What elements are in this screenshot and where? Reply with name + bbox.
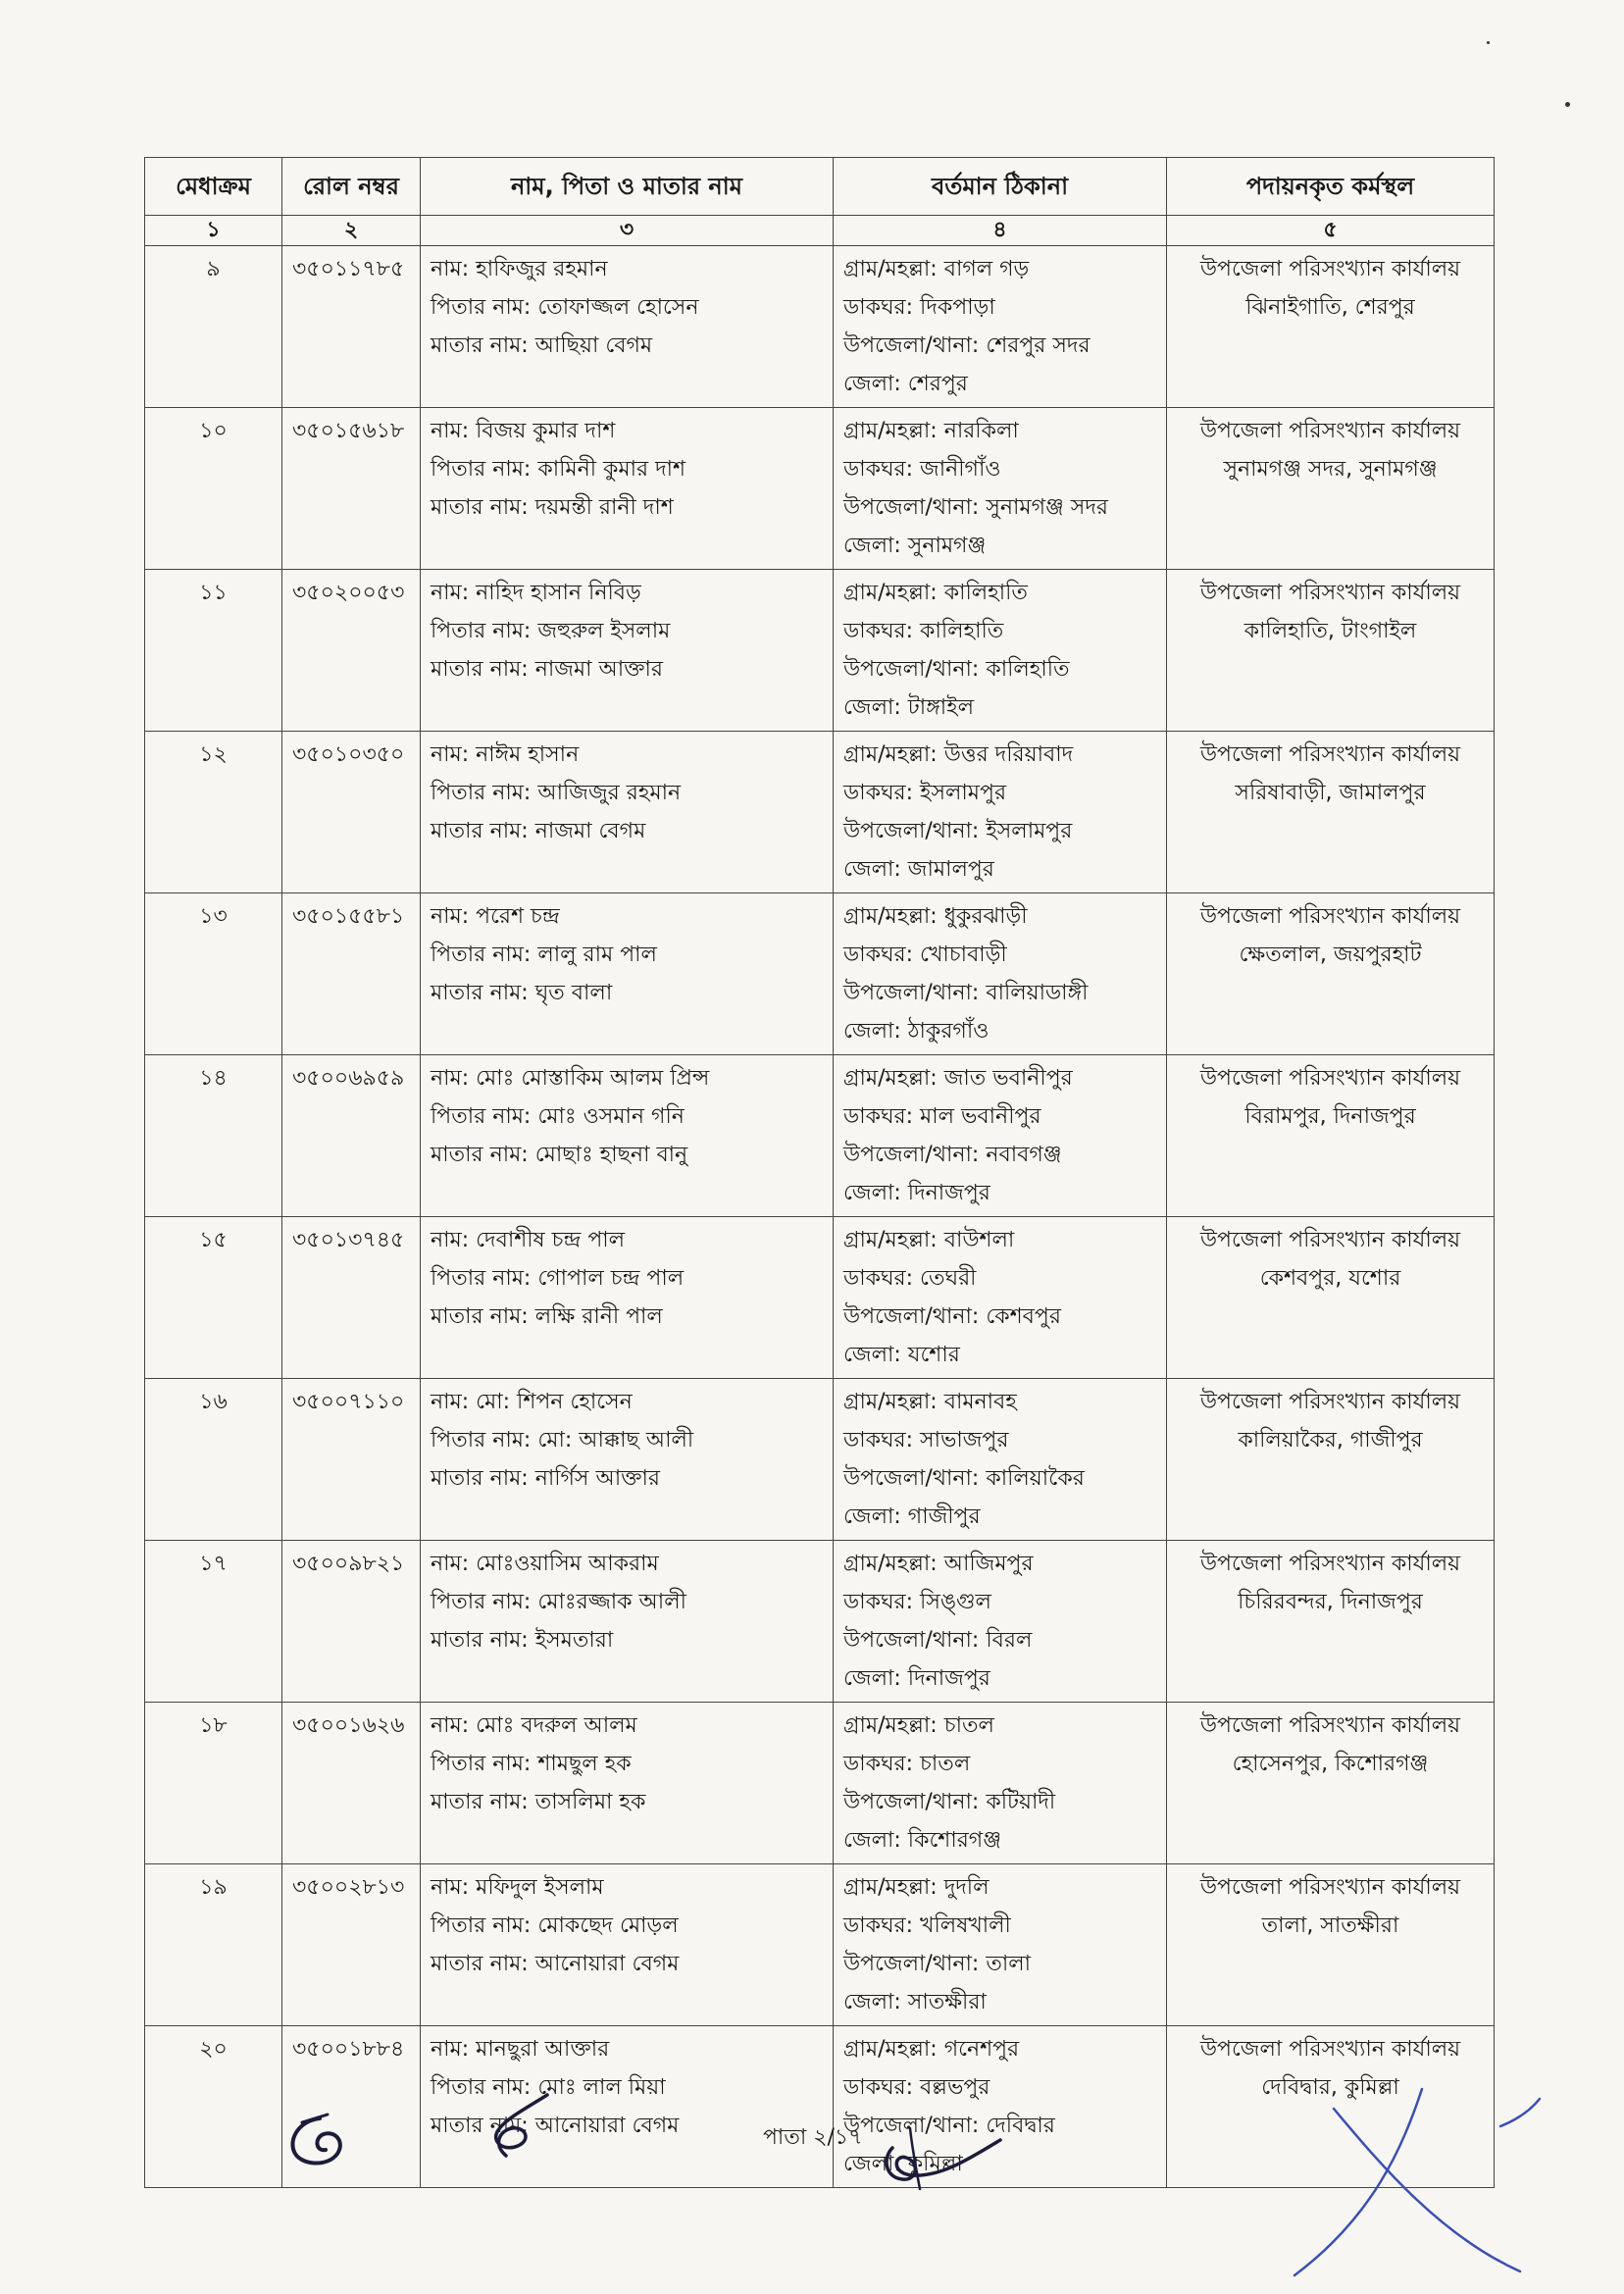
address-district: জেলা: সাতক্ষীরা [843,1990,987,2014]
workplace-office: উপজেলা পরিসংখ্যান কার্যালয় [1199,904,1461,929]
workplace-location: বিরামপুর, দিনাজপুর [1244,1104,1416,1129]
candidate-name: নাম: মোঃওয়াসিম আকরাম [431,1552,659,1576]
mother-name: মাতার নাম: তাসলিমা হক [431,1790,646,1814]
serial-cell [145,1055,282,1217]
father-name: পিতার নাম: লালু রাম পাল [431,943,657,967]
candidate-name: নাম: মো: শিপন হোসেন [431,1390,633,1414]
address-village: গ্রাম/মহল্লা: গনেশপুর [843,2037,1020,2062]
serial-number: ১৩ [199,904,228,929]
address-cell [834,732,1167,893]
address-upazila: উপজেলা/থানা: কেশবপুর [843,1304,1061,1329]
address-village: গ্রাম/মহল্লা: উত্তর দরিয়াবাদ [843,742,1074,767]
workplace-location: হোসেনপুর, কিশোরগঞ্জ [1232,1752,1429,1776]
candidate-name: নাম: নাহিদ হাসান নিবিড় [431,581,641,605]
table-body [145,246,1495,2188]
address-cell [834,1055,1167,1217]
address-upazila: উপজেলা/থানা: শেরপুর সদর [843,333,1091,358]
roll-cell [282,1703,421,1864]
workplace-cell [1167,1379,1495,1541]
roll-number: ৩৫০০৭১১০ [292,1390,405,1414]
address-district: জেলা: যশোর [843,1343,960,1367]
roll-number: ৩৫০১৫৬১৮ [292,419,405,443]
address-village: গ্রাম/মহল্লা: নারকিলা [843,419,1019,443]
address-village: গ্রাম/মহল্লা: আজিমপুর [843,1552,1034,1576]
address-district: জেলা: দিনাজপুর [843,1666,990,1691]
workplace-office: উপজেলা পরিসংখ্যান কার্যালয় [1199,742,1461,767]
workplace-location: সরিষাবাড়ী, জামালপুর [1235,781,1426,805]
workplace-location: ঝিনাইগাতি, শেরপুর [1245,295,1415,320]
address-upazila: উপজেলা/থানা: তালা [843,1952,1031,1976]
candidate-name: নাম: মফিদুল ইসলাম [431,1875,604,1900]
column-number: ১ [145,216,282,246]
candidate-name: নাম: দেবাশীষ চন্দ্র পাল [431,1228,626,1252]
workplace-cell [1167,1541,1495,1703]
address-district: জেলা: দিনাজপুর [843,1181,990,1205]
father-name: পিতার নাম: তোফাজ্জল হোসেন [431,295,699,320]
table-row [145,1864,1495,2026]
names-cell [421,246,834,408]
address-village: গ্রাম/মহল্লা: বামনাবহ [843,1390,1017,1414]
roll-number: ৩৫০১১৭৮৫ [292,257,405,281]
roll-cell [282,1864,421,2026]
workplace-cell [1167,893,1495,1055]
candidate-name: নাম: মোঃ বদরুল আলম [431,1713,637,1738]
address-post: ডাকঘর: তেঘরী [843,1266,977,1291]
address-post: ডাকঘর: সাভাজপুর [843,1428,1009,1453]
table-row [145,570,1495,732]
serial-number: ১৮ [199,1713,228,1738]
father-name: পিতার নাম: মোকছেদ মোড়ল [431,1913,679,1938]
roll-cell [282,1217,421,1379]
address-district: জেলা: কিশোরগঞ্জ [843,1828,1002,1853]
father-name: পিতার নাম: জহুরুল ইসলাম [431,619,671,643]
address-cell [834,1217,1167,1379]
address-upazila: উপজেলা/থানা: বিরল [843,1628,1033,1653]
address-upazila: উপজেলা/থানা: ইসলামপুর [843,819,1073,843]
address-upazila: উপজেলা/থানা: সুনামগঞ্জ সদর [843,495,1108,520]
address-district: জেলা: জামালপুর [843,857,994,882]
address-post: ডাকঘর: চাতল [843,1752,971,1776]
roll-cell [282,570,421,732]
address-district: জেলা: টাঙ্গাইল [843,695,974,720]
workplace-cell [1167,570,1495,732]
serial-cell [145,2026,282,2188]
workplace-cell [1167,1703,1495,1864]
workplace-location: তালা, সাতক্ষীরা [1261,1913,1399,1938]
workplace-office: উপজেলা পরিসংখ্যান কার্যালয় [1199,257,1461,281]
workplace-office: উপজেলা পরিসংখ্যান কার্যালয় [1199,1875,1461,1900]
page-number: পাতা ২/১৭ [763,2125,863,2150]
address-cell [834,893,1167,1055]
address-village: গ্রাম/মহল্লা: বাউশলা [843,1228,1015,1252]
address-district: জেলা: গাজীপুর [843,1504,981,1529]
serial-number: ১১ [199,581,228,605]
workplace-office: উপজেলা পরিসংখ্যান কার্যালয় [1199,419,1461,443]
table-row [145,1055,1495,1217]
table-row [145,408,1495,570]
column-number: ৫ [1167,216,1495,246]
table-row [145,732,1495,893]
mother-name: মাতার নাম: আনোয়ারা বেগম [431,1952,680,1976]
roll-cell [282,1055,421,1217]
address-cell [834,1541,1167,1703]
names-cell [421,1217,834,1379]
names-cell [421,408,834,570]
father-name: পিতার নাম: মো: আক্কাছ আলী [431,1428,694,1453]
column-number: ২ [282,216,421,246]
address-cell [834,570,1167,732]
mother-name: মাতার নাম: আনোয়ারা বেগম [431,2114,680,2138]
header-row [145,158,1495,216]
address-district: জেলা: কুমিল্লা [843,2152,963,2176]
workplace-office: উপজেলা পরিসংখ্যান কার্যালয় [1199,581,1461,605]
address-district: জেলা: শেরপুর [843,372,968,396]
father-name: পিতার নাম: গোপাল চন্দ্র পাল [431,1266,685,1291]
address-cell [834,1379,1167,1541]
header-address: বর্তমান ঠিকানা [834,158,1167,216]
table-row [145,1217,1495,1379]
workplace-location: চিরিরবন্দর, দিনাজপুর [1238,1590,1423,1614]
serial-number: ১৭ [199,1552,228,1576]
candidate-name: নাম: পরেশ চন্দ্র [431,904,560,929]
mother-name: মাতার নাম: নাজমা আক্তার [431,657,664,682]
serial-cell [145,1217,282,1379]
address-post: ডাকঘর: কালিহাতি [843,619,1004,643]
workplace-location: কালিহাতি, টাংগাইল [1243,619,1417,643]
serial-cell [145,1541,282,1703]
serial-number: ১০ [199,419,228,443]
mother-name: মাতার নাম: দয়মন্তী রানী দাশ [431,495,674,520]
roll-number: ৩৫০২০০৫৩ [292,581,405,605]
workplace-cell [1167,1217,1495,1379]
address-district: জেলা: ঠাকুরগাঁও [843,1019,990,1044]
address-upazila: উপজেলা/থানা: নবাবগঞ্জ [843,1143,1062,1167]
workplace-cell [1167,408,1495,570]
address-post: ডাকঘর: বল্লভপুর [843,2075,990,2100]
serial-cell [145,408,282,570]
names-cell [421,570,834,732]
header-roll: রোল নম্বর [282,158,421,216]
roll-number: ৩৫০০১৬২৬ [292,1713,405,1738]
workplace-office: উপজেলা পরিসংখ্যান কার্যালয় [1199,1713,1461,1738]
address-post: ডাকঘর: দিকপাড়া [843,295,995,320]
names-cell [421,732,834,893]
table-row [145,1541,1495,1703]
roll-number: ৩৫০০৬৯৫৯ [292,1066,405,1091]
address-village: গ্রাম/মহল্লা: ধুকুরঝাড়ী [843,904,1028,929]
workplace-cell [1167,1055,1495,1217]
roll-cell [282,408,421,570]
workplace-location: কালিয়াকৈর, গাজীপুর [1238,1428,1423,1453]
candidate-name: নাম: মানছুরা আক্তার [431,2037,610,2062]
serial-number: ৯ [206,257,221,281]
names-cell [421,1055,834,1217]
address-upazila: উপজেলা/থানা: কালিহাতি [843,657,1070,682]
serial-cell [145,570,282,732]
serial-number: ২০ [199,2037,228,2062]
serial-cell [145,1864,282,2026]
father-name: পিতার নাম: কামিনী কুমার দাশ [431,457,686,482]
address-cell [834,1703,1167,1864]
column-number: ৩ [421,216,834,246]
mother-name: মাতার নাম: নাজমা বেগম [431,819,646,843]
workplace-location: ক্ষেতলাল, জয়পুরহাট [1239,943,1422,967]
names-cell [421,893,834,1055]
father-name: পিতার নাম: মোঃ ওসমান গনি [431,1104,685,1129]
roll-cell [282,1541,421,1703]
father-name: পিতার নাম: আজিজুর রহমান [431,781,682,805]
candidate-name: নাম: হাফিজুর রহমান [431,257,608,281]
workplace-location: কেশবপুর, যশোর [1259,1266,1401,1291]
header-workplace: পদায়নকৃত কর্মস্থল [1167,158,1495,216]
officer-signature [873,2118,1010,2197]
address-village: গ্রাম/মহল্লা: দুদলি [843,1875,990,1900]
workplace-office: উপজেলা পরিসংখ্যান কার্যালয় [1199,1552,1461,1576]
address-post: ডাকঘর: ইসলামপুর [843,781,1007,805]
roll-number: ৩৫০১৩৭৪৫ [292,1228,405,1252]
initial-signature-1 [280,2109,359,2177]
serial-number: ১৬ [199,1390,228,1414]
scan-speck [1487,41,1490,44]
serial-cell [145,732,282,893]
father-name: পিতার নাম: শামছুল হক [431,1752,632,1776]
roll-cell [282,246,421,408]
address-village: গ্রাম/মহল্লা: জাত ভবানীপুর [843,1066,1073,1091]
address-post: ডাকঘর: সিঙ্গুল [843,1590,991,1614]
address-upazila: উপজেলা/থানা: কালিয়াকৈর [843,1466,1085,1491]
address-cell [834,246,1167,408]
workplace-location: দেবিদ্বার, কুমিল্লা [1261,2075,1399,2100]
father-name: পিতার নাম: মোঃরজ্জাক আলী [431,1590,686,1614]
scan-speck [1565,102,1570,107]
names-cell [421,1864,834,2026]
table-row [145,246,1495,408]
mother-name: মাতার নাম: নার্গিস আক্তার [431,1466,660,1491]
roll-number: ৩৫০০১৮৮৪ [292,2037,405,2062]
workplace-cell [1167,1864,1495,2026]
address-post: ডাকঘর: জানীগাঁও [843,457,1001,482]
address-post: ডাকঘর: মাল ভবানীপুর [843,1104,1041,1129]
father-name: পিতার নাম: মোঃ লাল মিয়া [431,2075,666,2100]
roll-cell [282,1379,421,1541]
names-cell [421,1541,834,1703]
serial-cell [145,893,282,1055]
names-cell [421,1379,834,1541]
names-cell [421,1703,834,1864]
candidate-name: নাম: বিজয় কুমার দাশ [431,419,616,443]
address-post: ডাকঘর: খলিষখালী [843,1913,1011,1938]
table-row [145,1703,1495,1864]
address-cell [834,408,1167,570]
address-post: ডাকঘর: খোচাবাড়ী [843,943,1007,967]
serial-cell [145,246,282,408]
workplace-cell [1167,246,1495,408]
workplace-location: সুনামগঞ্জ সদর, সুনামগঞ্জ [1223,457,1438,482]
address-village: গ্রাম/মহল্লা: চাতল [843,1713,994,1738]
address-village: গ্রাম/মহল্লা: বাগল গড় [843,257,1030,281]
serial-number: ১৯ [199,1875,228,1900]
workplace-office: উপজেলা পরিসংখ্যান কার্যালয় [1199,2037,1461,2062]
posting-table [144,157,1495,2188]
roll-cell [282,732,421,893]
workplace-office: উপজেলা পরিসংখ্যান কার্যালয় [1199,1228,1461,1252]
mother-name: মাতার নাম: আছিয়া বেগম [431,333,653,358]
workplace-office: উপজেলা পরিসংখ্যান কার্যালয় [1199,1066,1461,1091]
workplace-office: উপজেলা পরিসংখ্যান কার্যালয় [1199,1390,1461,1414]
address-district: জেলা: সুনামগঞ্জ [843,534,987,558]
roll-number: ৩৫০১৫৫৮১ [292,904,405,929]
serial-cell [145,1703,282,1864]
candidate-name: নাম: নাঈম হাসান [431,742,580,767]
address-cell [834,1864,1167,2026]
serial-number: ১২ [199,742,228,767]
roll-number: ৩৫০০২৮১৩ [292,1875,405,1900]
serial-number: ১৪ [199,1066,228,1091]
table-row [145,1379,1495,1541]
address-village: গ্রাম/মহল্লা: কালিহাতি [843,581,1028,605]
address-upazila: উপজেলা/থানা: কটিয়াদী [843,1790,1056,1814]
serial-number: ১৫ [199,1228,228,1252]
roll-number: ৩৫০০৯৮২১ [292,1552,405,1576]
address-upazila: উপজেলা/থানা: বালিয়াডাঙ্গী [843,981,1089,1005]
address-upazila: উপজেলা/থানা: দেবিদ্বার [843,2114,1055,2138]
mother-name: মাতার নাম: মোছাঃ হাছনা বানু [431,1143,688,1167]
serial-cell [145,1379,282,1541]
candidate-name: নাম: মোঃ মোস্তাকিম আলম প্রিন্স [431,1066,710,1091]
mother-name: মাতার নাম: লক্ষি রানী পাল [431,1304,663,1329]
table-row [145,893,1495,1055]
roll-number: ৩৫০১০৩৫০ [292,742,405,767]
mother-name: মাতার নাম: ঘৃত বালা [431,981,613,1005]
initial-signature-2 [477,2089,565,2167]
column-number: ৪ [834,216,1167,246]
workplace-cell [1167,732,1495,893]
blue-signature [1275,2079,1559,2285]
header-serial: মেধাক্রম [145,158,282,216]
mother-name: মাতার নাম: ইসমতারা [431,1628,614,1653]
roll-cell [282,893,421,1055]
header-names: নাম, পিতা ও মাতার নাম [421,158,834,216]
column-number-row [145,216,1495,246]
